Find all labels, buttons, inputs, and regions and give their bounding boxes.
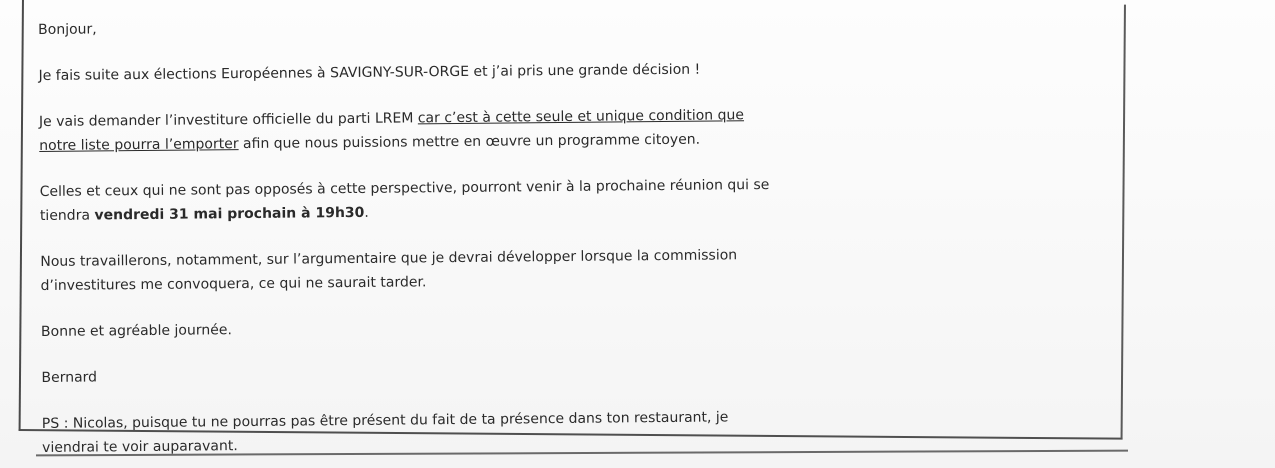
postscript — [42, 405, 802, 460]
ps-line2: viendrai te voir auparavant. — [42, 438, 238, 456]
argument-line2: d’investitures me convoquera, ce qui ne saurait tarder. — [40, 274, 427, 294]
paragraph-election: Je fais suite aux élections Européennes à SAVIGNY-SUR-ORGE et j’ai pris une grande décision ! — [38, 61, 701, 84]
signature: Bernard — [41, 369, 98, 386]
meeting-end: . — [364, 204, 369, 221]
investiture-tail: afin que nous puissions mettre en œuvre un programme citoyen. — [238, 131, 701, 153]
ps-line1: PS : Nicolas, puisque tu ne pourras pas être présent du fait de ta présence dans ton restaurant, je — [41, 409, 729, 432]
paragraph-argument — [40, 243, 800, 298]
investiture-underlined-1: car c’est à cette seule et unique condition que — [417, 107, 745, 127]
letter-body — [38, 11, 802, 460]
investiture-lead: Je vais demander l’investiture officielle du parti LREM — [38, 110, 418, 130]
meeting-line1: Celles et ceux qui ne sont pas opposés à cette perspective, pourront venir à la prochaine réunion qui se — [39, 176, 770, 200]
paragraph-meeting — [40, 173, 800, 228]
greeting: Bonjour, — [38, 21, 97, 38]
investiture-underlined-2: notre liste pourra l’emporter — [39, 136, 239, 154]
paragraph-investiture — [39, 103, 799, 158]
meeting-date: vendredi 31 mai prochain à 19h30 — [94, 204, 365, 224]
meeting-lead: tiendra — [39, 207, 95, 224]
argument-line1: Nous travaillerons, notamment, sur l’argumentaire que je devrai développer lorsque la commission — [40, 247, 738, 270]
closing: Bonne et agréable journée. — [40, 322, 232, 340]
